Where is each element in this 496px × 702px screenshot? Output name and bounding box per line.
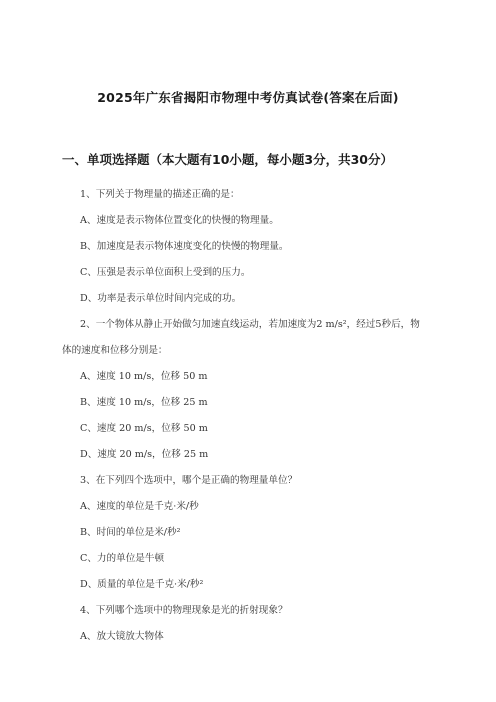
question-1-option-b: B、加速度是表示物体速度变化的快慢的物理量。 bbox=[80, 241, 289, 252]
question-3-stem: 3、在下列四个选项中，哪个是正确的物理量单位？ bbox=[80, 475, 298, 486]
question-2-option-a: A、速度 10 m/s，位移 50 m bbox=[80, 371, 208, 382]
question-2-option-b: B、速度 10 m/s，位移 25 m bbox=[80, 397, 208, 408]
question-1-option-c: C、压强是表示单位面积上受到的压力。 bbox=[80, 267, 251, 278]
question-1-option-a: A、速度是表示物体位置变化的快慢的物理量。 bbox=[80, 215, 279, 226]
question-2-stem-continuation: 体的速度和位移分别是： bbox=[62, 345, 168, 356]
question-2-option-d: D、速度 20 m/s，位移 25 m bbox=[80, 449, 209, 460]
question-3-option-d: D、质量的单位是千克·米/秒² bbox=[80, 579, 204, 590]
question-2-option-c: C、速度 20 m/s，位移 50 m bbox=[80, 423, 208, 434]
question-1-stem: 1、下列关于物理量的描述正确的是： bbox=[80, 189, 240, 200]
question-3-option-b: B、时间的单位是米/秒² bbox=[80, 527, 181, 538]
question-1-option-d: D、功率是表示单位时间内完成的功。 bbox=[80, 293, 242, 304]
document-title: 2025年广东省揭阳市物理中考仿真试卷(答案在后面) bbox=[97, 90, 399, 105]
question-4-option-a: A、放大镜放大物体 bbox=[80, 631, 164, 642]
question-3-option-c: C、力的单位是牛顿 bbox=[80, 553, 165, 564]
question-2-stem: 2、一个物体从静止开始做匀加速直线运动，若加速度为2 m/s²，经过5秒后，物 bbox=[80, 319, 420, 330]
question-4-stem: 4、下列哪个选项中的物理现象是光的折射现象？ bbox=[80, 605, 288, 616]
section-heading: 一、单项选择题（本大题有10小题，每小题3分，共30分） bbox=[62, 152, 393, 167]
question-3-option-a: A、速度的单位是千克·米/秒 bbox=[80, 501, 199, 512]
